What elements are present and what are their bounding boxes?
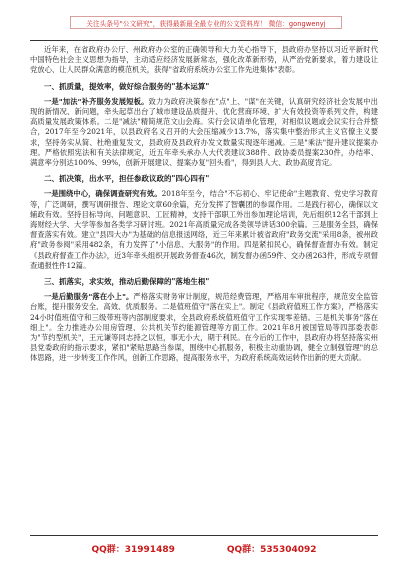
- section-3-body: 严格落实财务审计制度，规范经费管理，严格用车审批程序，规范安全监管台账，提升服务安全、高效、优质服务。二是值班值守"落在实上"。制定《县政府值班工作方案》，严格落实24小时值班值守和三级带班等内部制度要求，全县政府系统值班值守工作实现零差错。三是机关事务"落在细上"。全力推进办公用房管理、公共机关节约能源管理等方面工作。2021年8月被国管局等四部委表彰为"节约型机关"，王元谦等同志持之以恒，事无小大，期于利民。在今后的工作中，县政府办将坚持落实州县党委政府的指示要求，紧扣"紧贴思路当参谋，围绕中心抓服务，积极主动重协调，健全立制强管理"的总体思路，进一步转变工作作风，创新工作思路，提高服务水平，为政府系统高效运转作出新的更大贡献。: [30, 292, 378, 363]
- section-2-lead: 一是围绕中心，确保调查研究有效。: [44, 189, 162, 199]
- promo-banner-text: 关注头条号"公文研究"，获得最新最全最专业的公文资料库！ 微信：gongwenyj: [86, 19, 326, 28]
- section-1-paragraph: [30, 97, 378, 168]
- section-1-lead: 一是"加法"补齐服务发展短板。: [44, 96, 149, 106]
- section-2-paragraph: [30, 189, 378, 271]
- footer: [0, 542, 408, 556]
- section-1-body: 致力为政府决策参在"点"上、"谋"在关键，认真研究经济社会发展中出现的新情况、新问题，牵头起草出台了城市建设品质提升、优化营商环境、扩大有效投资等系列文件，构建高质量发展政策体系。二是"减法"精简规范文山会海。实行会议请单化管理，对相似议题或会议实行合并整合，2017年至今2021年，以县政府名义召开的大会压缩减少13.7%，落实集中整治形式主义官僚主义要求，坚持务实从简、杜绝重复发文，县政府及县政府办发文数量实现逐年递减。三是"乘法"提升建议提案办理。严格依照宪法和有关法律规定，近五年牵头承办人大代表建议388件、政协委员提案230件，办结率、满意率分别达100%、99%，创新开展建议、提案办复"回头看"，得到县人大、政协高度肯定。: [30, 96, 378, 168]
- promo-banner: [70, 16, 342, 29]
- section-heading-3: 三、抓落实，求实效，推动后勤保障的"落地生根": [44, 277, 210, 287]
- intro-paragraph: 近年来，在省政府办公厅、州政府办公室的正确领导和大力关心指导下，县政府办坚持以习近平新时代中国特色社会主义思想为指导，主动适应经济发展新常态，强化改革新形势，从严治党新要求，着力建设让党放心、让人民群众满意的模范机关，获得"省政府系统办公室工作先进集体"表彰。: [30, 45, 378, 75]
- footer-qq-group-2: QQ群：535304092: [226, 545, 317, 555]
- header-rule: [30, 40, 378, 41]
- document-body: [30, 45, 378, 530]
- footer-qq-group-1: QQ群：31991489: [91, 545, 175, 555]
- section-heading-2: 二、抓决策，出水平，担任参政议政的"四心四有": [44, 174, 210, 184]
- section-2-body: 2018年至今，结合"不忘初心、牢记使命"主题教育、党史学习教育等，广泛调研，撰写调研报告、理论文章60余篇，充分发挥了智囊团的参谋作用。二是践行初心，确保以文辅政有效。坚持目标导向、问题意识、工匠精神，支持干部职工外出参加理论培训，先后组织12名干部到上海财经大学、大学等参加各类学习研讨班。2021年高质量完成各类领导讲话300余篇。三是服务全县，确保督查落实有效。建立"县四大办"为基础的信息报送网络，近三年来累计被省政府"政务交流"采用8条，被州政府"政务参阅"采用482条，有力发挥了"小信息、大服务"的作用。四是紧扣民心，确保督查督办有效。制定《县政府督查工作办法》，近3年牵头组织开展政务督查46次，制发督办函59件、交办函263件，形成专项督查通报性件12篇。: [30, 189, 378, 270]
- footer-rule: [30, 535, 378, 536]
- section-heading-1: 一、抓质量，提效率，做好综合服务的"基本运算": [44, 81, 210, 91]
- section-3-paragraph: [30, 292, 378, 363]
- section-3-lead: 一是后勤服务"落在小上"。: [44, 292, 134, 302]
